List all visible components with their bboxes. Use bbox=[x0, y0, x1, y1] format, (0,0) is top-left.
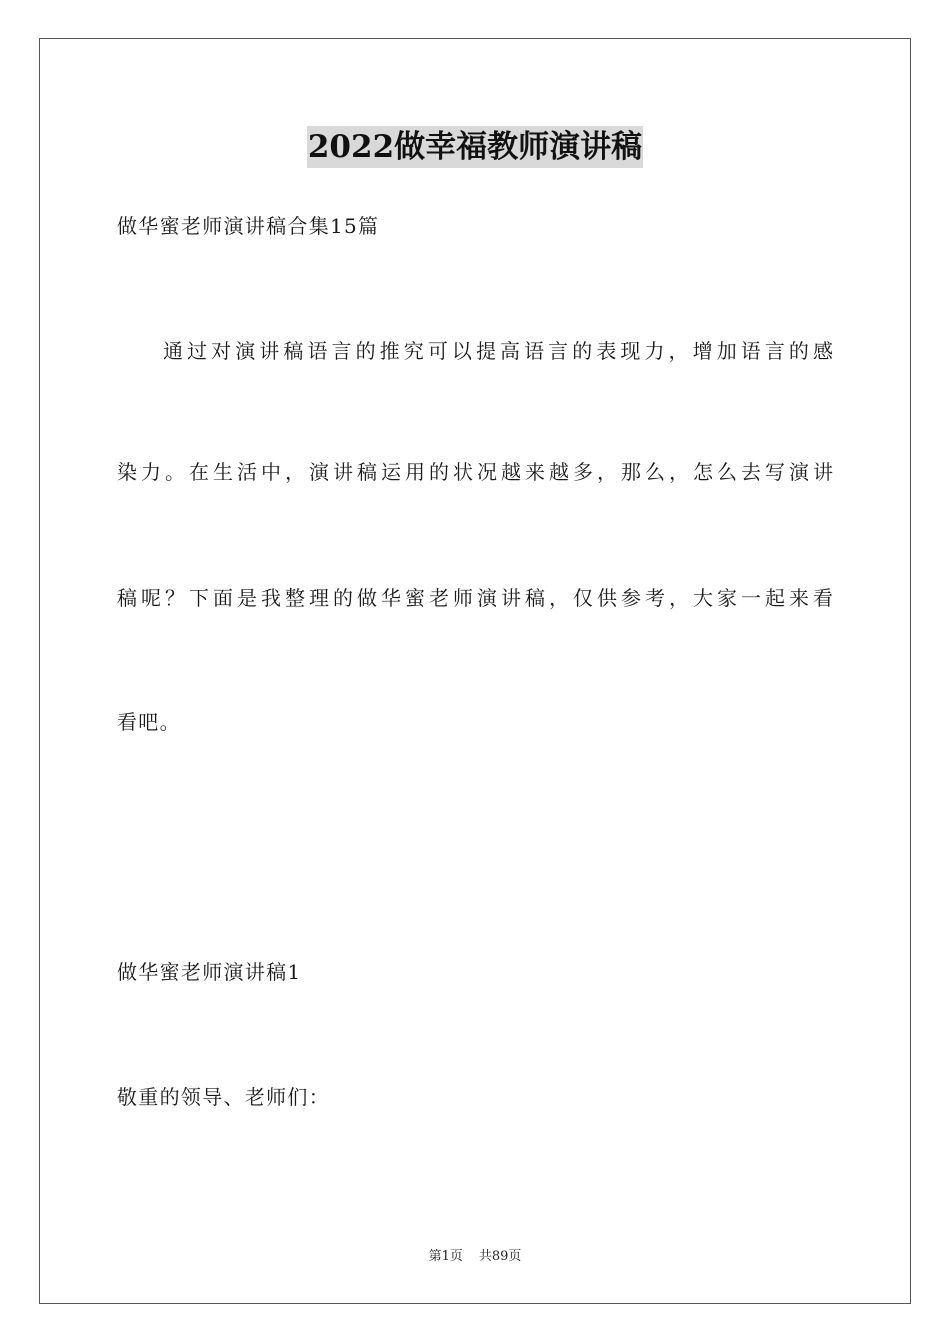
intro-line-2: 染力。在生活中，演讲稿运用的状况越来越多，那么，怎么去写演讲 bbox=[117, 460, 833, 484]
document-title: 2022做幸福教师演讲稿 bbox=[307, 126, 643, 168]
intro-line-3: 稿呢？下面是我整理的做华蜜老师演讲稿，仅供参考，大家一起来看 bbox=[117, 586, 833, 610]
intro-line-4: 看吧。 bbox=[117, 710, 181, 734]
page-number-current: 第1页 bbox=[428, 1249, 463, 1264]
document-subtitle: 做华蜜老师演讲稿合集15篇 bbox=[117, 214, 380, 238]
intro-line-1: 通过对演讲稿语言的推究可以提高语言的表现力，增加语言的感 bbox=[163, 339, 833, 363]
page-number-total: 共89页 bbox=[478, 1249, 522, 1264]
title-container bbox=[0, 126, 950, 168]
page-footer bbox=[0, 1248, 950, 1266]
salutation: 敬重的领导、老师们： bbox=[117, 1085, 330, 1109]
section-heading: 做华蜜老师演讲稿1 bbox=[117, 960, 302, 984]
